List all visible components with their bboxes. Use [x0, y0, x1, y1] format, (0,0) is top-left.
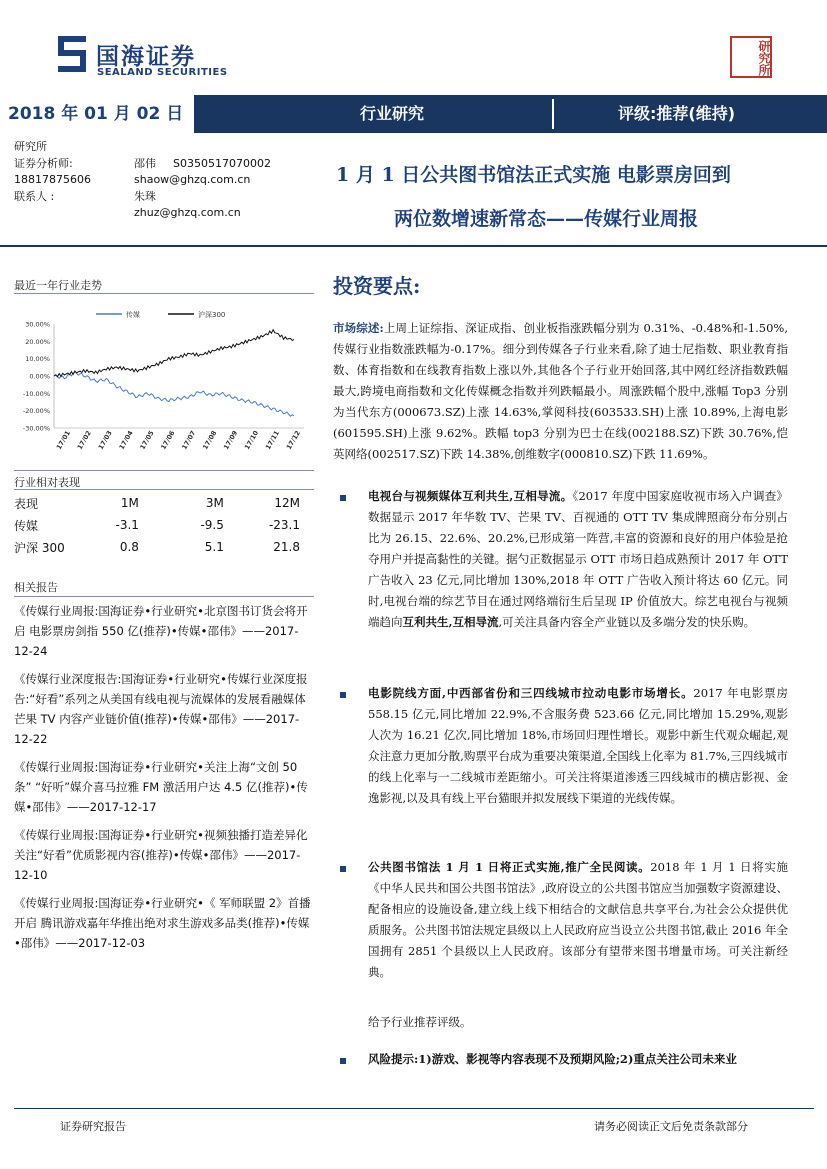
- perf-cell: 沪深 300: [14, 540, 65, 555]
- y-tick-label: 0.00%: [29, 372, 50, 381]
- y-tick-label: 10.00%: [25, 355, 50, 364]
- x-tick-label: 17/06: [159, 429, 177, 451]
- perf-row: [14, 536, 314, 558]
- y-tick-label: -10.00%: [22, 389, 50, 398]
- library-lead: 公共图书馆法 1 月 1 日将正式实施,推广全民阅读。: [368, 860, 651, 874]
- risk-paragraph: [368, 1049, 788, 1070]
- report-title-line1: 1 月 1 日公共图书馆法正式实施 电影票房回到: [336, 164, 731, 186]
- x-tick-label: 17/01: [54, 429, 72, 451]
- library-paragraph: [368, 857, 788, 983]
- contact-name: 朱珠: [134, 189, 156, 203]
- perf-header-cell: 表现: [14, 496, 39, 511]
- perf-header-cell: 12M: [274, 496, 300, 510]
- cinema-paragraph: [368, 683, 788, 809]
- x-tick-label: 17/02: [75, 429, 93, 451]
- x-tick-label: 17/12: [284, 429, 302, 451]
- x-tick-label: 17/03: [96, 429, 114, 451]
- analyst-info: [14, 139, 271, 222]
- chart-section-title: 最近一年行业走势: [14, 279, 102, 292]
- report-title-line2: 两位数增速新常态——传媒行业周报: [394, 208, 699, 230]
- perf-header-cell: 1M: [120, 496, 139, 510]
- x-tick-label: 17/04: [117, 429, 135, 451]
- perf-row: [14, 514, 314, 536]
- risk-lead: 风险提示:: [368, 1052, 419, 1066]
- contact-label: 联系人 :: [14, 189, 55, 203]
- footer-rule: [14, 1108, 814, 1109]
- analyst-phone: 18817875606: [14, 173, 91, 186]
- report-link[interactable]: 《传媒行业周报:国海证券•行业研究•视频独播打造差异化 关注“好看”优质影视内容(推荐)•传媒•邵伟》——2017-12-10: [14, 828, 308, 882]
- research-seal: [730, 36, 772, 78]
- dept-label: 研究所: [14, 140, 47, 153]
- bullet-icon: [340, 495, 346, 501]
- perf-header-cell: 3M: [205, 496, 224, 510]
- title-rule: [0, 245, 827, 247]
- x-tick-label: 17/05: [138, 429, 156, 451]
- y-tick-label: 20.00%: [25, 337, 50, 346]
- chart-rule: [14, 293, 314, 294]
- report-link[interactable]: 《传媒行业周报:国海证券•行业研究•关注上海“文创 50 条” “好听”媒介喜马拉雅 FM 激活用户达 4.5 亿(推荐)•传媒•邵伟》——2017-12-17: [14, 760, 308, 814]
- sealand-logo-icon: [54, 32, 90, 76]
- perf-cell: 5.1: [204, 540, 224, 554]
- contact-email[interactable]: zhuz@ghzq.com.cn: [134, 206, 241, 219]
- rating-statement: 给予行业推荐评级。: [368, 1015, 472, 1029]
- report-date: 2018 年 01 月 02 日: [0, 95, 194, 133]
- logo-cn: 国海证券: [96, 44, 196, 70]
- series-line-沪深300: [54, 330, 294, 377]
- analyst-label: 证券分析师:: [14, 156, 73, 170]
- x-tick-label: 17/08: [201, 429, 219, 451]
- report-link[interactable]: 《传媒行业周报:国海证券•行业研究•北京图书订货会将开启 电影票房剑指 550 亿(推荐)•传媒•邵伟》——2017-12-24: [14, 604, 308, 658]
- footer-left: 证券研究报告: [60, 1120, 126, 1133]
- x-tick-label: 17/07: [180, 429, 198, 451]
- tv-video-bold: 互利共生,互相导流: [402, 615, 499, 629]
- perf-cell: 传媒: [14, 518, 39, 533]
- x-tick-label: 17/09: [222, 429, 240, 451]
- market-summary-lead: 市场综述:: [333, 321, 384, 335]
- market-summary: [333, 318, 788, 465]
- tv-video-text: 《2017 年度中国家庭收视市场入户调查》数据显示 2017 年华数 TV、芒果 TV、百视通的 OTT TV 集成牌照商分布分别占比为 26.15、22.6%、20.2%,已形成第一阵营,丰富的资源和良好的用户体验是抢夺用户并提高黏性的关键。据勺正数据显示 OTT 市场日趋成熟预计 2017 年 OTT 广告收入 23 亿元,同比增加 130%,2018 年 OTT 广告收入预计将达 60 亿元。同时,电视台端的综艺节目在通过网络端衍生后呈现 IP 价值放大。综艺电视台与视频端趋向: [368, 489, 788, 629]
- market-summary-text: 上周上证综指、深证成指、创业板指涨跌幅分别为 0.31%、-0.48%和-1.50%,传媒行业指数涨跌幅为-0.17%。细分到传媒各子行业来看,除了迪士尼指数、职业教育指数、体育指数和在线教育指数上涨以外,其他各个子行业开始回落,其中网红经济指数跌幅最大,跨境电商指数和文化传媒概念指数并列跌幅最小。周涨跌幅个股中,涨幅 Top3 分别为当代东方(000673.SZ)上涨 14.63%,掌阅科技(603533.SH)上涨 10.89%,上海电影(601595.SH)上涨 9.62%。跌幅 top3 分别为巴士在线(002188.SZ)下跌 30.76%,恺英网络(002517.SZ)下跌 14.38%,创维数字(000810.SZ)下跌 11.69%。: [333, 321, 788, 461]
- perf-rule: [14, 489, 314, 490]
- analyst-email[interactable]: shaow@ghzq.com.cn: [134, 173, 251, 186]
- x-tick-label: 17/10: [242, 429, 261, 451]
- legend-label: 传媒: [126, 311, 140, 319]
- reports-title: 相关报告: [14, 581, 58, 594]
- analyst-name: 邵伟: [134, 156, 156, 170]
- seal-text: 研究所: [757, 39, 771, 76]
- related-reports: [14, 601, 314, 961]
- perf-cell: -3.1: [115, 518, 139, 532]
- analyst-id: S0350517070002: [173, 156, 271, 170]
- perf-cell: -9.5: [200, 518, 224, 532]
- footer-right: 请务必阅读正文后免责条款部分: [594, 1120, 748, 1133]
- bullet-icon: [340, 692, 346, 698]
- perf-cell: 0.8: [119, 540, 139, 554]
- cinema-text: 2017 年电影票房 558.15 亿元,同比增加 22.9%,不含服务费 523.66 亿元,同比增加 15.29%,观影人次为 16.21 亿次,同比增加 18%,市场回归理性增长。观影中新生代观众崛起,观众注意力更加分散,购票平台成为重要决策渠道,全国线上化率为 81.7%,三四线城市的线上化率与一二线城市差距缩小。可关注将渠道渗透三四线城市的横店影视、金逸影视,以及具有线上平台猫眼并拟发展线下渠道的光线传媒。: [368, 686, 788, 805]
- x-tick-label: 17/11: [263, 429, 282, 451]
- cinema-lead: 电影院线方面,中西部省份和三四线城市拉动电影市场增长。: [368, 686, 694, 700]
- bullet-icon: [340, 866, 346, 872]
- report-link[interactable]: 《传媒行业深度报告:国海证券•行业研究•传媒行业深度报告:“好看”系列之从美国有线电视与流媒体的发展看融媒体芒果 TV 内容产业链价值(推荐)•传媒•邵伟》——2017-12-22: [14, 672, 308, 746]
- report-rating: 评级:推荐(维持): [618, 104, 736, 123]
- library-text: 2018 年 1 月 1 日将实施《中华人民共和国公共图书馆法》,政府设立的公共图书馆应当加强数字资源建设、配备相应的设施设备,建立线上线下相结合的文献信息共享平台,为社会公众提供优质服务。公共图书馆法规定县级以上人民政府应当设立公共图书馆,截止 2016 年全国拥有 2851 个县级以上人民政府。该部分有望带来图书增量市场。可关注新经典。: [368, 860, 788, 979]
- logo-en: SEALAND SECURITIES: [97, 67, 228, 78]
- tv-video-tail: ,可关注具备内容全产业链以及多端分发的快乐购。: [498, 615, 756, 629]
- trend-chart: [14, 296, 314, 466]
- tv-video-paragraph: [368, 486, 788, 633]
- perf-title: 行业相对表现: [14, 476, 80, 489]
- series-line-传媒: [54, 371, 294, 416]
- legend-label: 沪深300: [198, 311, 226, 319]
- y-tick-label: -30.00%: [22, 424, 50, 433]
- chart-bottom-rule: [14, 470, 314, 471]
- perf-cell: -23.1: [268, 518, 300, 532]
- reports-rule: [14, 596, 314, 597]
- report-link[interactable]: 《传媒行业周报:国海证券•行业研究•《 军师联盟 2》首播开启 腾讯游戏嘉年华推出绝对求生游戏多品类(推荐)•传媒•邵伟》——2017-12-03: [14, 896, 311, 950]
- y-tick-label: -20.00%: [22, 407, 50, 416]
- risk-text: 1)游戏、影视等内容表现不及预期风险;2)重点关注公司未来业: [418, 1052, 737, 1066]
- tv-video-lead: 电视台与视频媒体互利共生,互相导流。: [368, 489, 573, 503]
- header-divider: [552, 99, 554, 129]
- perf-table: [14, 492, 314, 558]
- investment-heading: 投资要点:: [333, 274, 421, 298]
- bullet-icon: [340, 1058, 346, 1064]
- perf-cell: 21.8: [273, 540, 300, 554]
- report-category: 行业研究: [360, 104, 425, 123]
- perf-header-row: [14, 492, 314, 514]
- y-tick-label: 30.00%: [25, 320, 50, 329]
